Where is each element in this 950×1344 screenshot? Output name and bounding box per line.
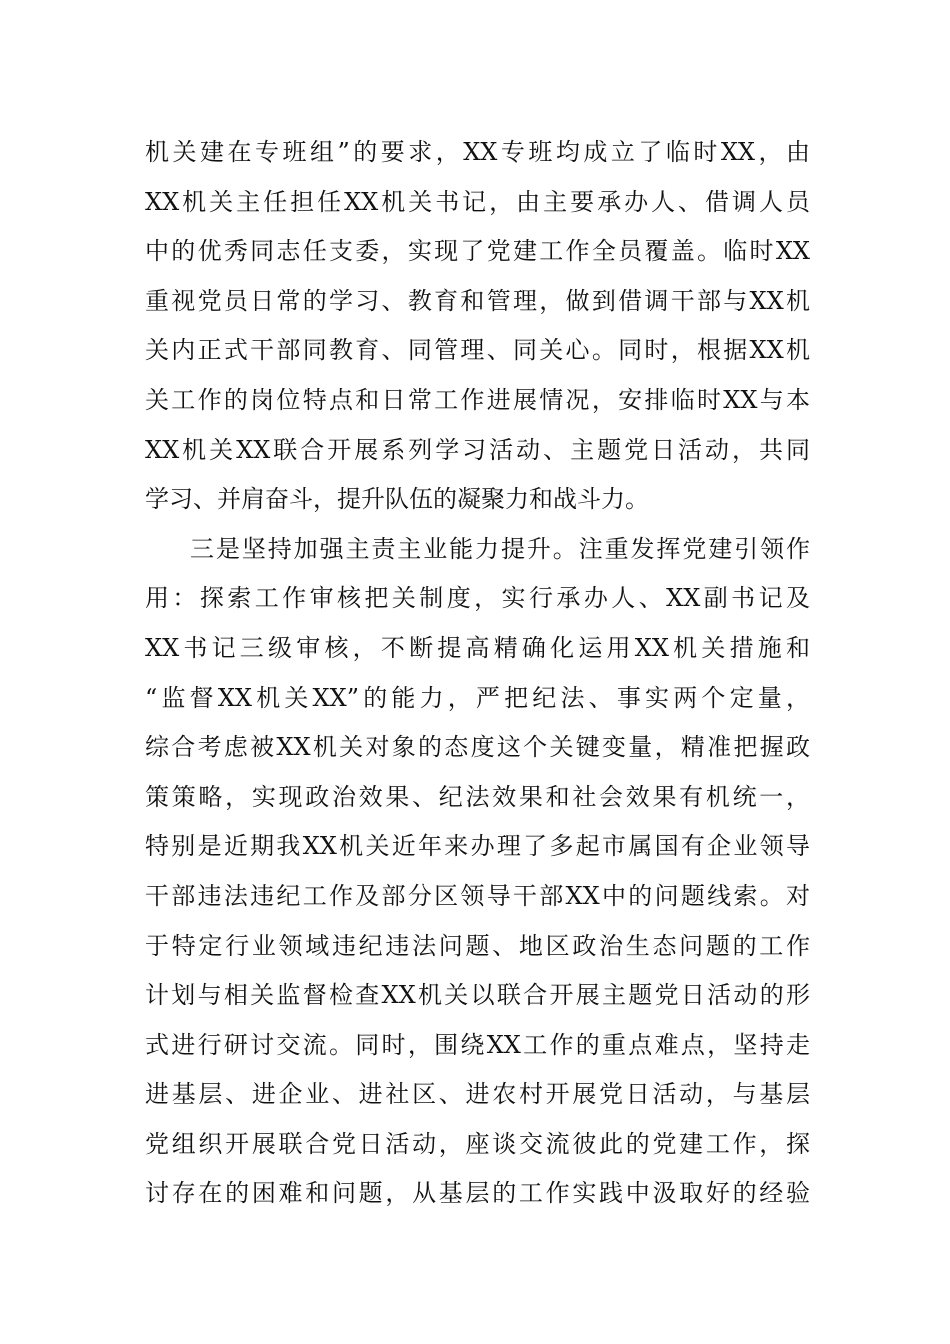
text-line: 干部违法违纪工作及部分区领导干部XX中的问题线索。对 [145, 881, 810, 910]
text-line: 机关建在专班组”的要求，XX专班均成立了临时XX，由 [145, 138, 810, 166]
text-line: XX机关主任担任XX机关书记，由主要承办人、借调人员 [145, 187, 810, 216]
text-line: 中的优秀同志任支委，实现了党建工作全员覆盖。临时XX [145, 237, 810, 266]
text-line: 于特定行业领域违纪违法问题、地区政治生态问题的工作 [145, 931, 810, 960]
text-line: XX书记三级审核，不断提高精确化运用XX机关措施和 [145, 633, 810, 662]
text-line: 讨存在的困难和问题，从基层的工作实践中汲取好的经验 [145, 1179, 810, 1208]
text-line: 计划与相关监督检查XX机关以联合开展主题党日活动的形 [145, 981, 810, 1010]
paragraph-end-line: 学习、并肩奋斗，提升队伍的凝聚力和战斗力。 [145, 485, 649, 514]
text-line: 式进行研讨交流。同时，围绕XX工作的重点难点，坚持走 [145, 1030, 810, 1059]
text-line: 进基层、进企业、进社区、进农村开展党日活动，与基层 [145, 1080, 810, 1109]
text-line: 关工作的岗位特点和日常工作进展情况，安排临时XX与本 [145, 385, 810, 414]
text-line: 重视党员日常的学习、教育和管理，做到借调干部与XX机 [145, 286, 810, 315]
text-line: 综合考虑被XX机关对象的态度这个关键变量，精准把握政 [145, 733, 810, 762]
text-line: “监督XX机关XX”的能力，严把纪法、事实两个定量， [145, 683, 810, 712]
paragraph-start-line: 三是坚持加强主责主业能力提升。注重发挥党建引领作 [190, 534, 810, 563]
text-line: 用：探索工作审核把关制度，实行承办人、XX副书记及 [145, 584, 810, 613]
text-line: 特别是近期我XX机关近年来办理了多起市属国有企业领导 [145, 832, 810, 861]
text-line: 关内正式干部同教育、同管理、同关心。同时，根据XX机 [145, 336, 810, 365]
text-line: 党组织开展联合党日活动，座谈交流彼此的党建工作，探 [145, 1129, 810, 1158]
document-body [145, 128, 810, 1219]
text-line: XX机关XX联合开展系列学习活动、主题党日活动，共同 [145, 435, 810, 464]
text-line: 策策略，实现政治效果、纪法效果和社会效果有机统一， [145, 782, 810, 811]
